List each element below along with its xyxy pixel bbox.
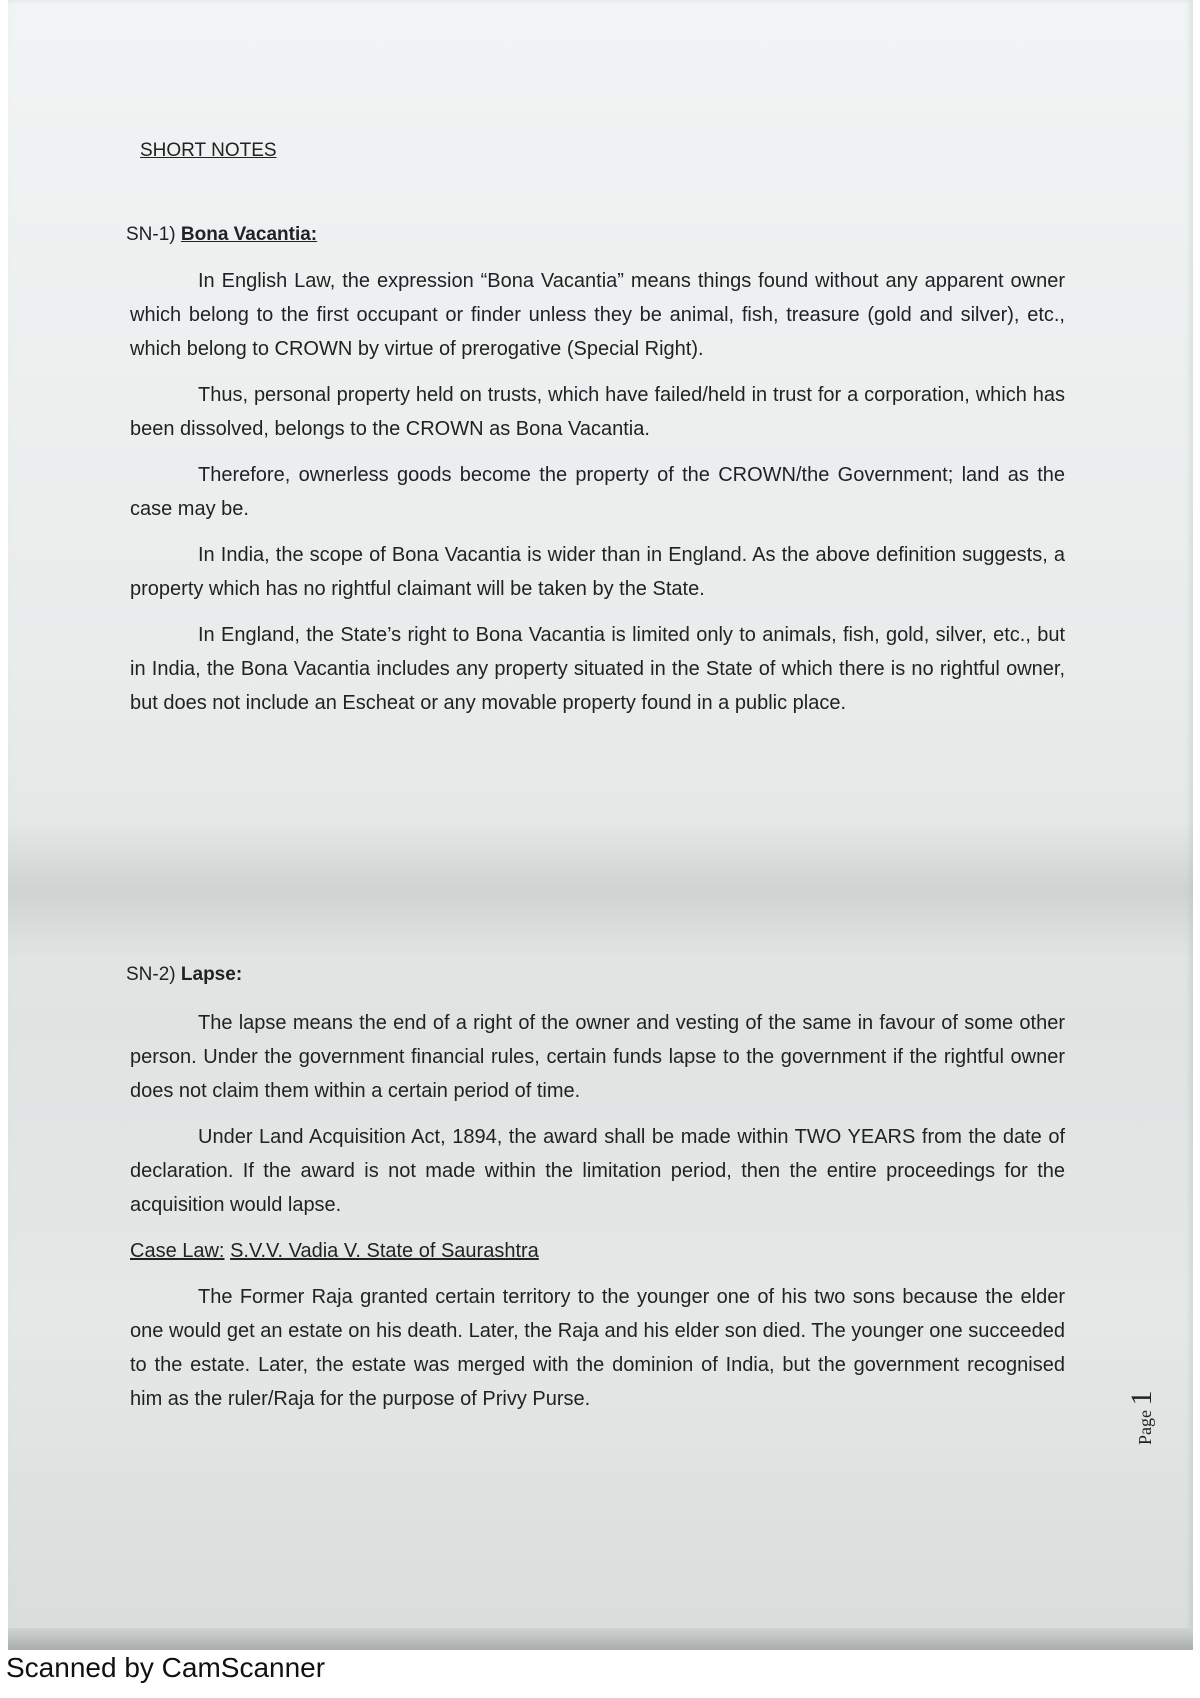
paragraph: Thus, personal property held on trusts, which have failed/held in trust for a corporation, which has been dissolved, belongs to the CROWN as Bona Vacantia. <box>130 384 1065 440</box>
document-title: SHORT NOTES <box>140 140 277 161</box>
page-number: 1 <box>1125 1390 1158 1406</box>
section-heading <box>126 958 1065 992</box>
section-title: Bona Vacantia: <box>180 224 318 245</box>
paragraph: In India, the scope of Bona Vacantia is wider than in England. As the above definition suggests, a property which has no rightful claimant will be taken by the State. <box>130 544 1065 600</box>
paragraph: The Former Raja granted certain territory to the younger one of his two sons because the elder one would get an estate on his death. Later, the Raja and his elder son died. The younger one succeeded to the estate. Later, the estate was merged with the dominion of India, but the government recognised him as the ruler/Raja for the purpose of Privy Purse. <box>130 1286 1065 1410</box>
paragraph: Under Land Acquisition Act, 1894, the award shall be made within TWO YEARS from the date of declaration. If the award is not made within the limitation period, then the entire proceedings for the acquisition would lapse. <box>130 1126 1065 1216</box>
section-lapse <box>126 958 1065 1428</box>
section-bona-vacantia <box>126 218 1065 732</box>
section-number: SN-2) <box>126 964 176 985</box>
paragraph: In England, the State’s right to Bona Vacantia is limited only to animals, fish, gold, silver, etc., but in India, the Bona Vacantia includes any property situated in the State of which there is no rightful owner, but does not include an Escheat or any movable property found in a public place. <box>130 624 1065 714</box>
page-bottom-edge <box>8 1628 1193 1650</box>
page-number-marker <box>1125 1391 1159 1446</box>
case-law-label: Case Law: <box>130 1240 225 1262</box>
paragraph: The lapse means the end of a right of the owner and vesting of the same in favour of some other person. Under the government financial rules, certain funds lapse to the government if the rightful owner does not claim them within a certain period of time. <box>130 1012 1065 1102</box>
section-title: Lapse: <box>180 964 243 985</box>
case-law-line <box>130 1234 1065 1268</box>
paragraph: Therefore, ownerless goods become the property of the CROWN/the Government; land as the case may be. <box>130 464 1065 520</box>
scanner-watermark: Scanned by CamScanner <box>6 1652 326 1683</box>
paragraph: In English Law, the expression “Bona Vacantia” means things found without any apparent owner which belong to the first occupant or finder unless they be animal, fish, treasure (gold and silver), etc., which belong to CROWN by virtue of prerogative (Special Right). <box>130 270 1065 360</box>
shadow-band <box>8 820 1193 960</box>
section-heading <box>126 218 1065 252</box>
page-label: Page <box>1135 1410 1155 1445</box>
section-number: SN-1) <box>126 224 176 245</box>
case-name: S.V.V. Vadia V. State of Saurashtra <box>230 1240 539 1262</box>
